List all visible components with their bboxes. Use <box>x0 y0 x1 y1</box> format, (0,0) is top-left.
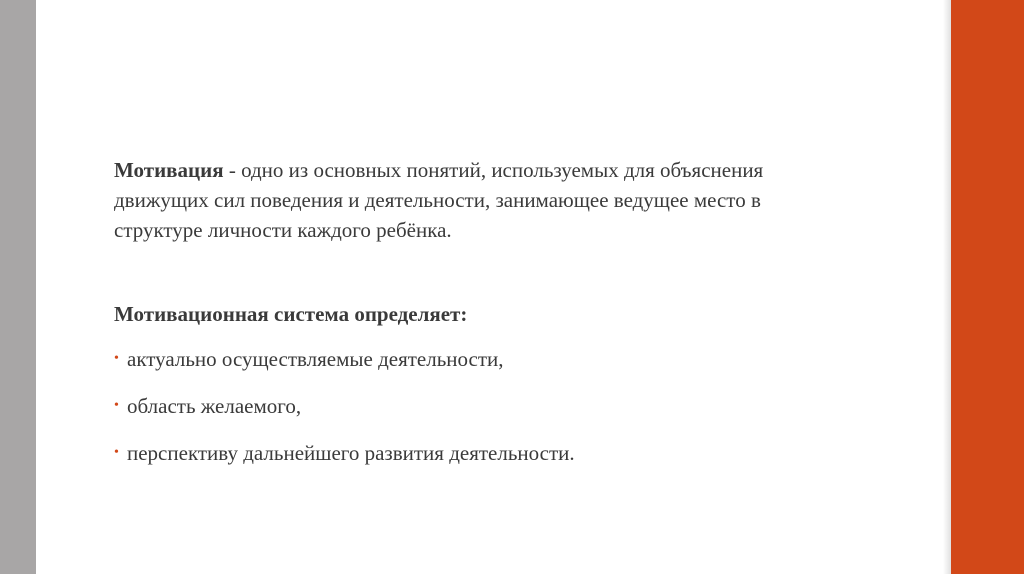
right-accent-bar <box>951 0 1024 574</box>
system-heading: Мотивационная система определяет: <box>114 302 468 326</box>
bullet-icon: • <box>114 398 119 413</box>
system-list <box>114 344 814 468</box>
right-bar-shadow <box>943 0 951 574</box>
list-item-label: актуально осуществляемые деятельности, <box>127 347 504 371</box>
bullet-icon: • <box>114 351 119 366</box>
list-item-label: область желаемого, <box>127 394 302 418</box>
left-decorative-bar <box>0 0 36 574</box>
definition-term: Мотивация <box>114 158 224 182</box>
list-item <box>114 438 814 468</box>
slide-content <box>114 155 814 485</box>
definition-paragraph <box>114 155 814 245</box>
list-item <box>114 344 814 374</box>
list-item <box>114 391 814 421</box>
list-item-label: перспективу дальнейшего развития деятельности. <box>127 441 575 465</box>
bullet-icon: • <box>114 445 119 460</box>
definition-text: - одно из основных понятий, используемых для объяснения движущих сил поведения и деятельности, занимающее ведущее место в структуре личности каждого ребёнка. <box>114 158 764 242</box>
